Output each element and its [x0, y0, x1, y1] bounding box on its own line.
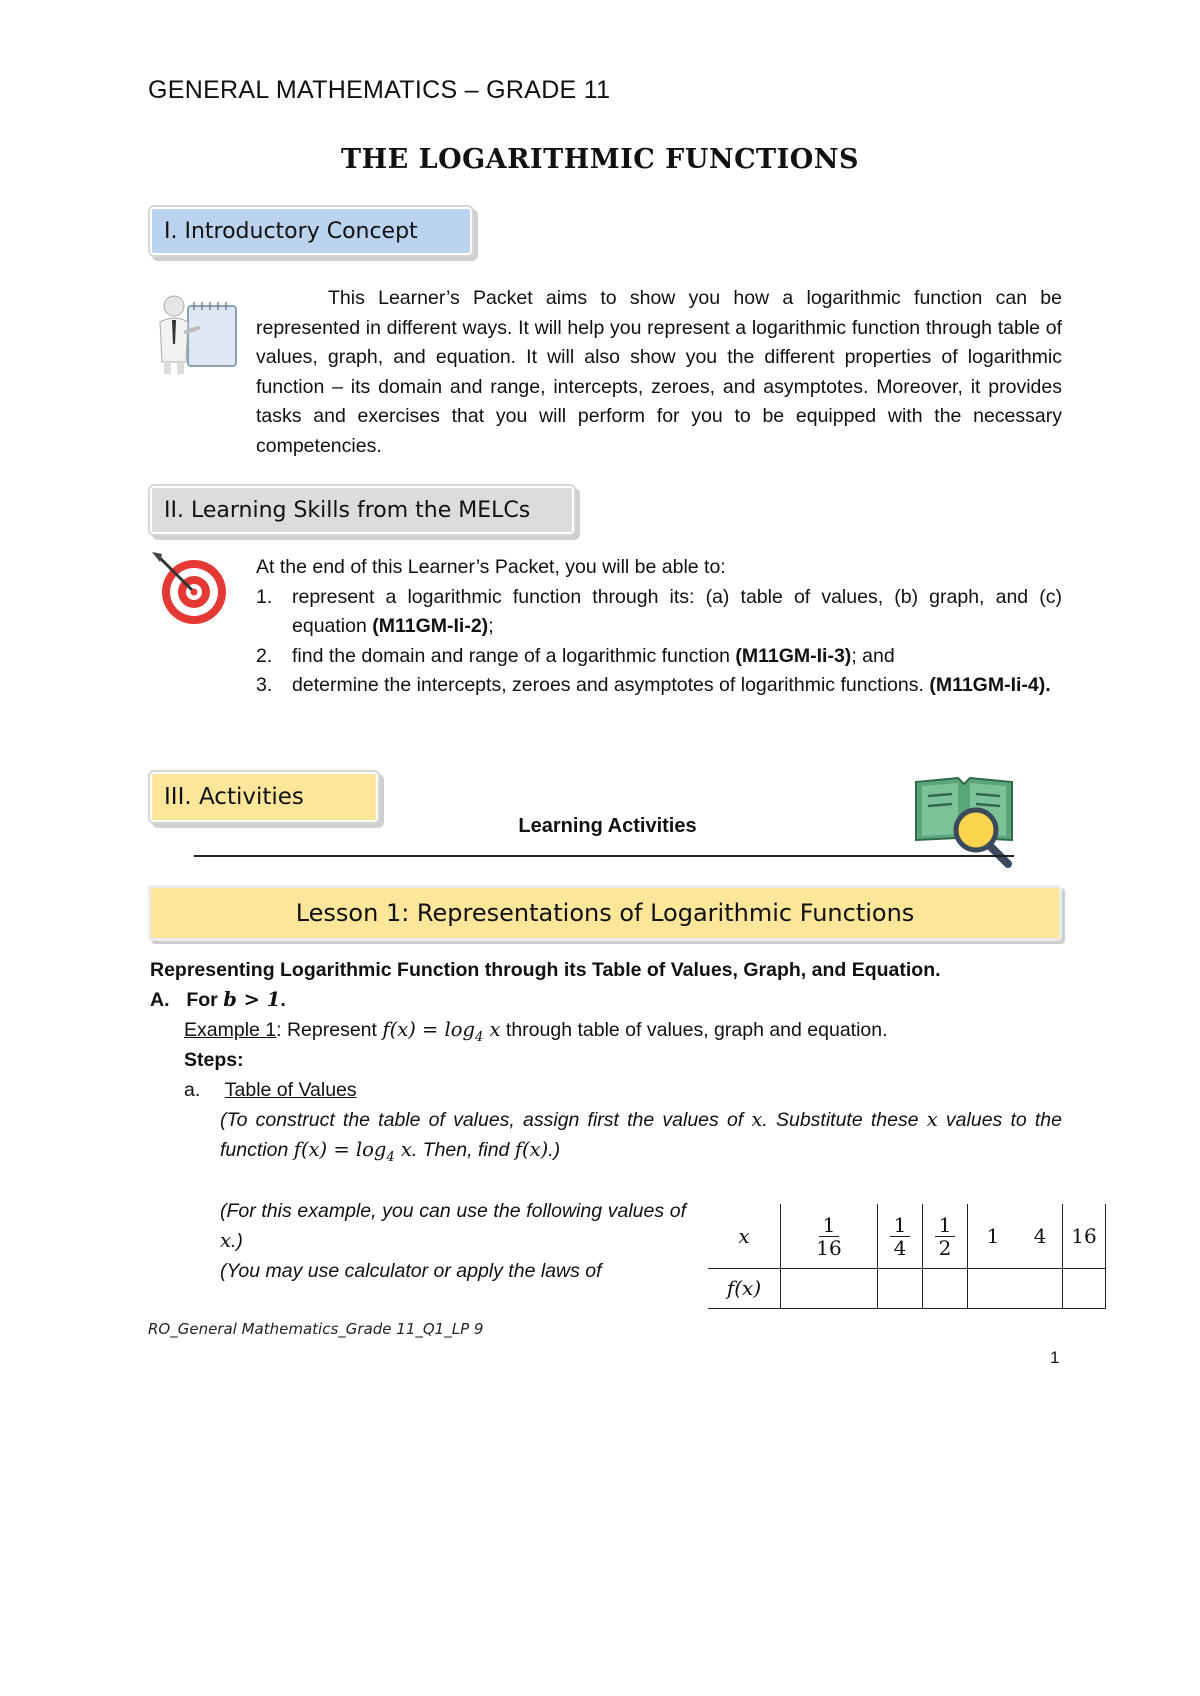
- function-fx: f(x): [514, 1138, 549, 1161]
- example-colon: : Represent: [276, 1019, 377, 1041]
- table-cell-x: 16: [1063, 1204, 1106, 1268]
- step-a: [184, 1075, 357, 1105]
- lesson-subtitle: Representing Logarithmic Function through its Table of Values, Graph, and Equation.: [150, 959, 941, 981]
- learning-activities-label: Learning Activities: [518, 815, 697, 837]
- example-label: Example 1: [184, 1019, 277, 1041]
- var-x: x: [926, 1108, 938, 1131]
- instr-text: . Then, find: [411, 1139, 510, 1161]
- case-for: For: [186, 989, 218, 1011]
- activities-divider: [194, 855, 1014, 857]
- case-end: .: [280, 989, 286, 1011]
- section-activities-heading: III. Activities: [148, 770, 380, 824]
- instr-text: .): [548, 1139, 561, 1161]
- denominator: 2: [938, 1235, 952, 1260]
- table-cell-fx: [781, 1268, 878, 1308]
- denominator: 4: [893, 1235, 907, 1260]
- table-cell-x: [878, 1204, 923, 1268]
- numerator: 1: [935, 1214, 956, 1237]
- objective-tail: ; and: [851, 644, 895, 667]
- introductory-paragraph: [256, 284, 1062, 461]
- objective-item: [256, 642, 1062, 672]
- var-x: x: [751, 1108, 763, 1131]
- function-text: f(x) = log: [293, 1138, 387, 1161]
- case-letter: A.: [150, 989, 170, 1011]
- step-label: Table of Values: [224, 1079, 357, 1101]
- table-cell-x: 1: [968, 1204, 1019, 1268]
- target-dart-icon: [148, 546, 232, 630]
- table-cell-fx: [968, 1268, 1019, 1308]
- example-tail: through table of values, graph and equation.: [505, 1019, 888, 1041]
- melc-code: (M11GM-Ii-3): [735, 644, 852, 667]
- example-1-line: [184, 1015, 888, 1053]
- objective-item: [256, 583, 1062, 642]
- table-header-x: x: [708, 1204, 781, 1268]
- page-title: THE LOGARITHMIC FUNCTIONS: [341, 144, 859, 175]
- numerator: 1: [890, 1214, 911, 1237]
- instr-text: (To construct the table of values, assign first the values of: [220, 1109, 744, 1131]
- objective-text: represent a logarithmic function through its: (a) table of values, (b) graph, and (c) equation: [292, 585, 1062, 637]
- table-cell-fx: [1063, 1268, 1106, 1308]
- intro-text: This Learner’s Packet aims to show you how a logarithmic function can be represented in different ways. It will help you represent a logarithmic function through table of values, graph, and equation. It will also show you the different properties of logarithmic function – its domain and range, intercepts, zeroes, and asymptotes. Moreover, it provides tasks and exercises that you will perform for you to be equipped with the necessary competencies.: [256, 287, 1062, 457]
- melc-code: (M11GM-Ii-2): [372, 615, 489, 637]
- table-cell-x: 4: [1018, 1204, 1063, 1268]
- objective-text: find the domain and range of a logarithmic function: [292, 644, 730, 667]
- objective-number: 3.: [256, 674, 273, 696]
- note-text: (For this example, you can use the following values of: [220, 1200, 686, 1222]
- note-text: .): [231, 1230, 243, 1252]
- objectives-intro: At the end of this Learner’s Packet, you will be able to:: [256, 556, 726, 578]
- section-introductory-concept-heading: I. Introductory Concept: [148, 205, 474, 257]
- table-header-fx: f(x): [708, 1268, 781, 1308]
- denominator: 16: [816, 1235, 842, 1260]
- case-a-heading: [150, 985, 286, 1015]
- note-line-1: [220, 1196, 686, 1256]
- melc-code: (M11GM-Ii-4).: [929, 674, 1051, 696]
- document-header: GENERAL MATHEMATICS – GRADE 11: [148, 76, 611, 104]
- table-cell-fx: [1018, 1268, 1063, 1308]
- instr-text: values to the function: [220, 1109, 1062, 1161]
- objective-text: determine the intercepts, zeroes and asymptotes of logarithmic functions.: [292, 674, 924, 696]
- var-x: x: [220, 1229, 231, 1252]
- objective-item: [256, 671, 1062, 701]
- objective-number: 1.: [256, 585, 273, 608]
- instr-function: [293, 1138, 412, 1165]
- note-line-2: (You may use calculator or apply the laws of: [220, 1260, 602, 1282]
- step-letter: a.: [184, 1079, 201, 1101]
- table-cell-fx: [923, 1268, 968, 1308]
- table-cell-x: [781, 1204, 878, 1268]
- lesson-1-heading: Lesson 1: Representations of Logarithmic Functions: [148, 885, 1062, 941]
- case-condition: b > 1: [223, 988, 281, 1011]
- numerator: 1: [819, 1214, 840, 1237]
- page-number: 1: [1050, 1348, 1060, 1367]
- function-var: x: [483, 1018, 501, 1041]
- table-instructions: [220, 1105, 1062, 1173]
- example-function: [382, 1018, 501, 1045]
- instr-text: . Substitute these: [762, 1109, 919, 1131]
- table-cell-x: [923, 1204, 968, 1268]
- learning-objectives: [256, 553, 1062, 701]
- book-magnifier-icon: [912, 776, 1016, 872]
- function-var: x: [394, 1138, 412, 1161]
- log-base: 4: [386, 1149, 395, 1165]
- presenter-board-icon: [150, 292, 240, 376]
- steps-label: Steps:: [184, 1049, 244, 1071]
- objective-number: 2.: [256, 644, 273, 667]
- table-of-values: [708, 1204, 1106, 1309]
- example-note: [220, 1196, 686, 1286]
- log-base: 4: [475, 1029, 484, 1045]
- function-text: f(x) = log: [382, 1018, 475, 1041]
- section-learning-skills-heading: II. Learning Skills from the MELCs: [148, 484, 576, 536]
- objective-tail: ;: [488, 615, 494, 637]
- table-cell-fx: [878, 1268, 923, 1308]
- document-footer: RO_General Mathematics_Grade 11_Q1_LP 9: [148, 1320, 484, 1338]
